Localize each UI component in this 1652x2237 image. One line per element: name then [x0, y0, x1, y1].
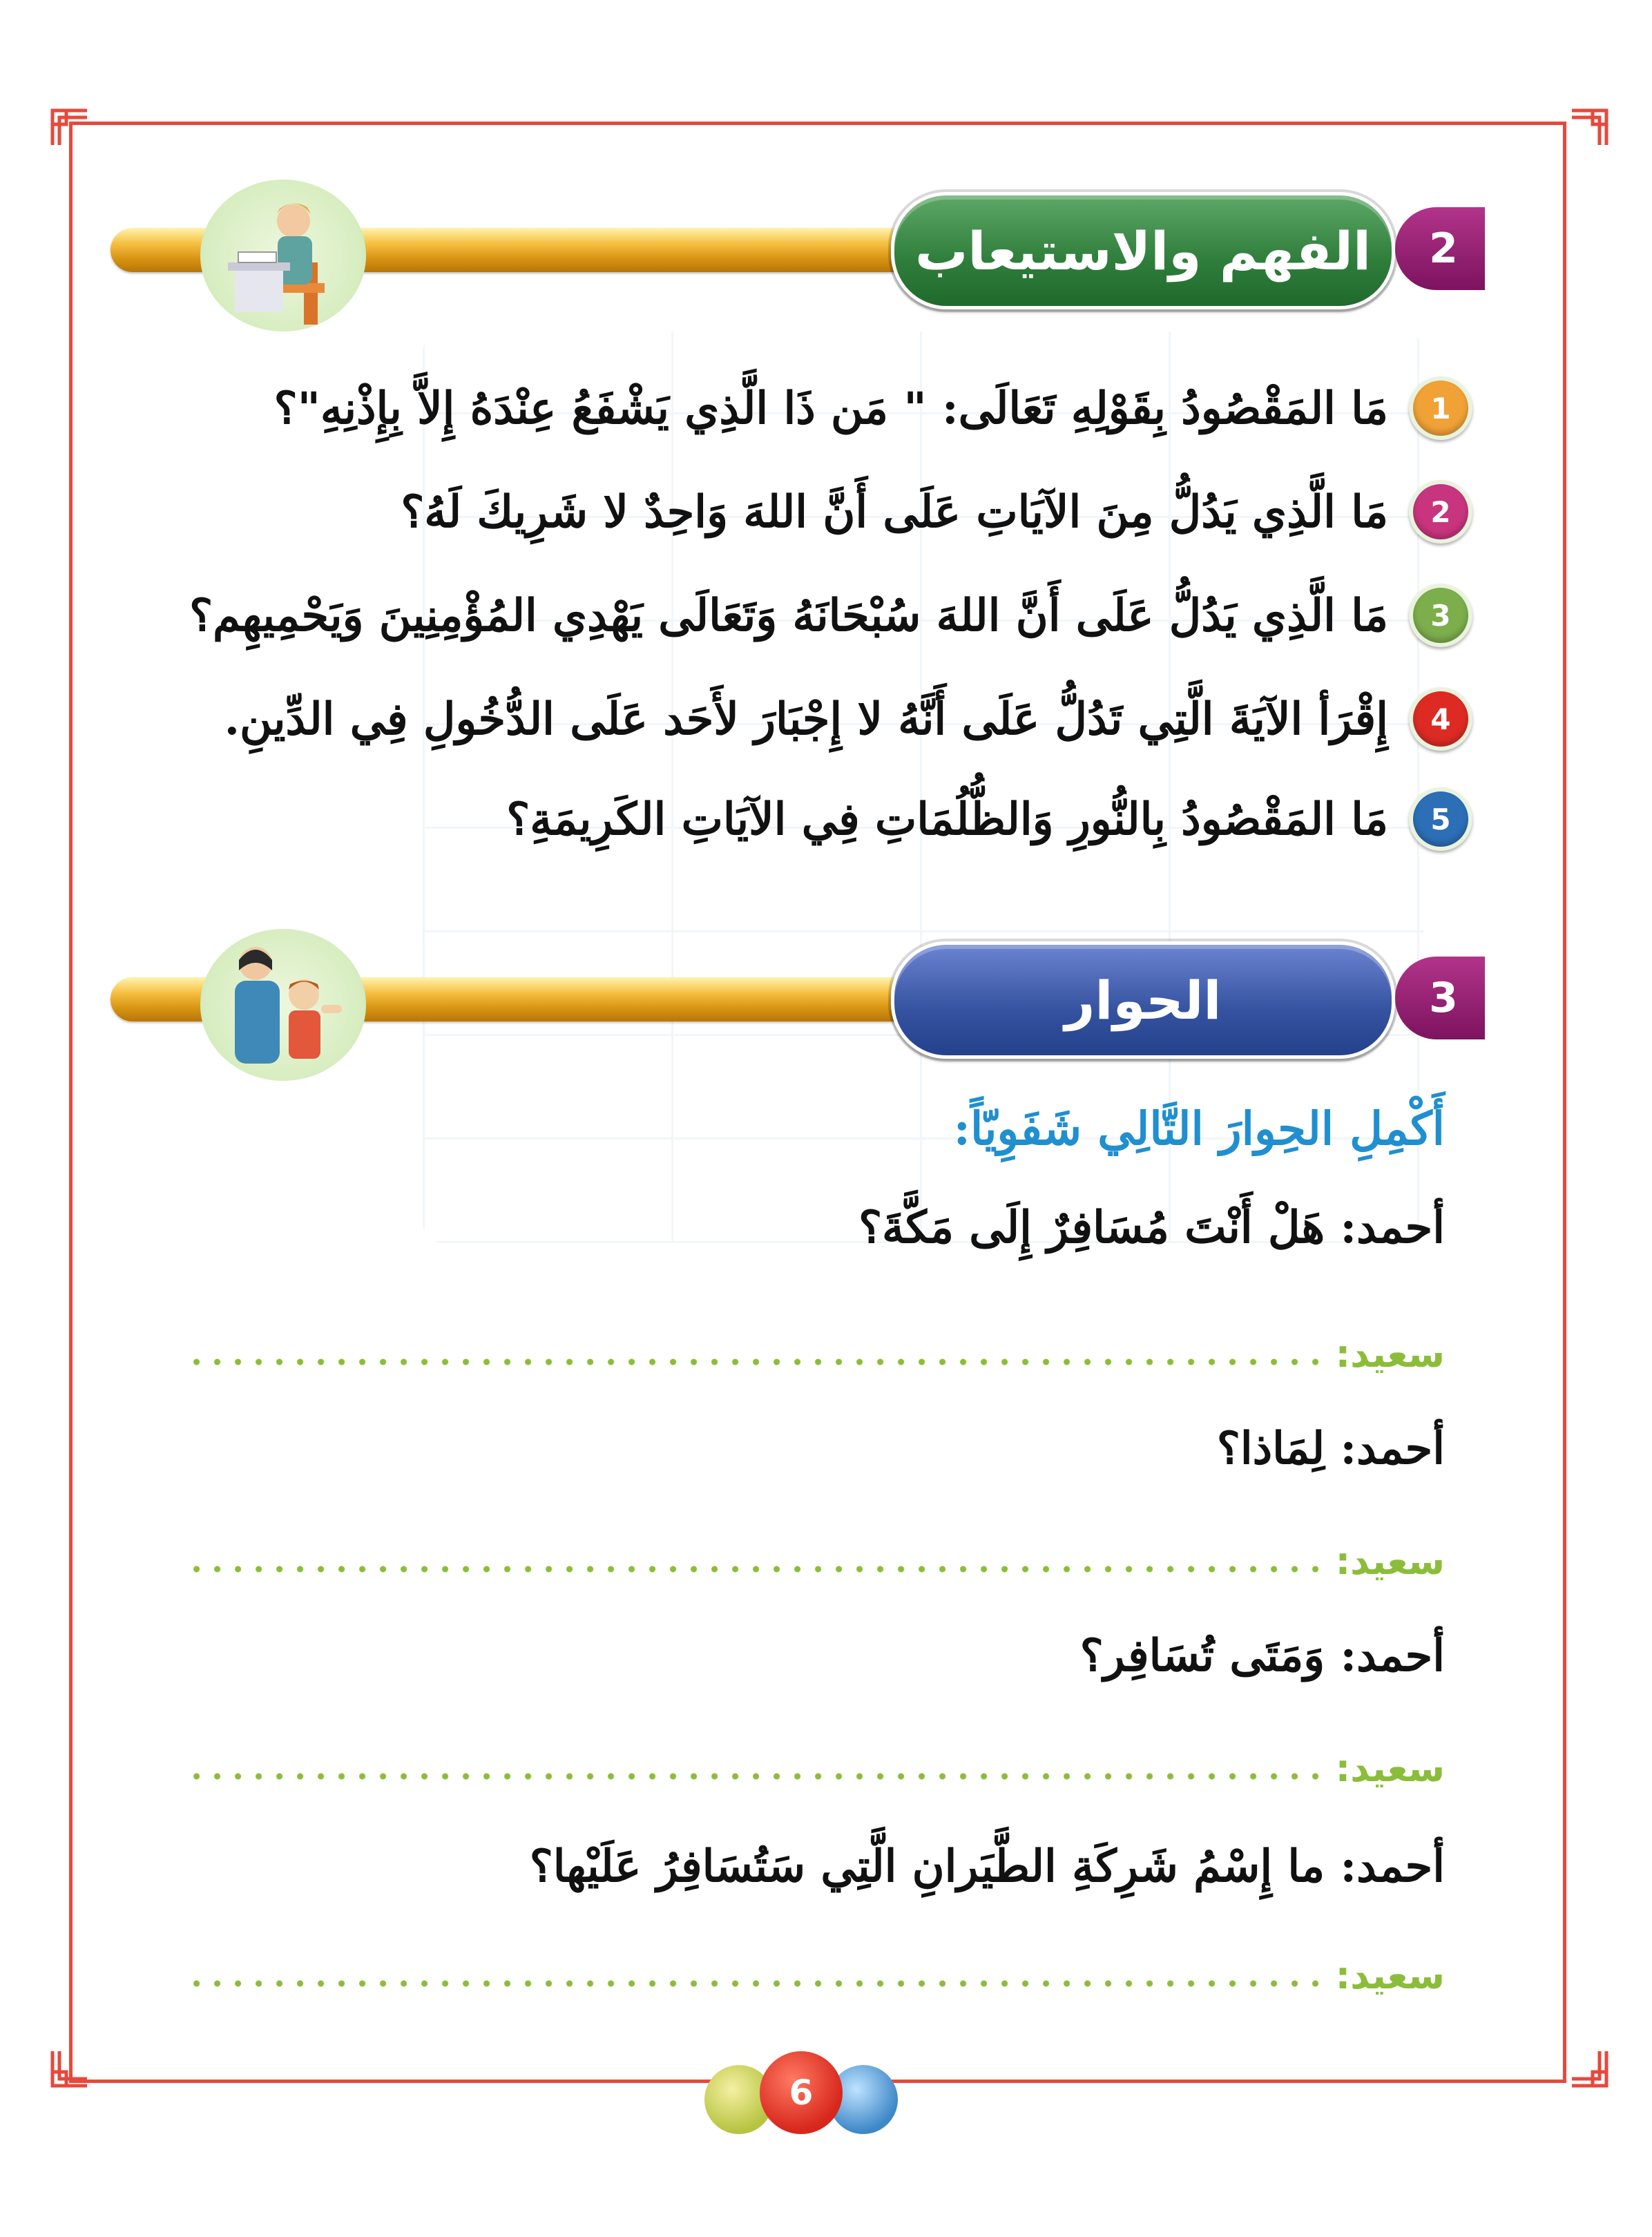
section-3-header [111, 936, 1485, 1060]
dotted-answer-line [188, 1566, 1326, 1573]
question-number-badge: 3 [1409, 584, 1472, 647]
ahmad-line-2: أحمد: لِمَاذا؟ [1216, 1423, 1445, 1475]
section-3-title: الحوار [1064, 969, 1222, 1031]
saeed-label: سعيد: [1335, 1746, 1445, 1790]
question-1 [160, 376, 1472, 440]
saeed-answer-line-3[interactable] [188, 1744, 1445, 1792]
mother-and-child-illustration [200, 929, 366, 1081]
section-2-number-tab [1395, 207, 1485, 290]
page-number-badge [698, 2051, 905, 2127]
dotted-answer-line [188, 1980, 1326, 1987]
question-number-badge: 2 [1409, 480, 1472, 544]
section-2-number: 2 [1429, 224, 1458, 273]
saeed-answer-line-1[interactable] [188, 1329, 1445, 1378]
question-text: مَا المَقْصُودُ بِالنُّورِ وَالظُّلُمَاتِ فِي الآيَاتِ الكَرِيمَةِ؟ [506, 793, 1388, 845]
section-3-title-pill [891, 941, 1395, 1059]
dialogue-instruction: أَكْمِلِ الحِوارَ التَّالِي شَفَوِيّاً: [953, 1102, 1445, 1155]
question-5 [160, 787, 1472, 851]
saeed-label: سعيد: [1335, 1539, 1445, 1583]
question-number-badge: 4 [1409, 687, 1472, 751]
question-text: مَا المَقْصُودُ بِقَوْلِهِ تَعَالَى: " مَن ذَا الَّذِي يَشْفَعُ عِنْدَهُ إِلاَّ بِإِذْنِهِ"؟ [273, 382, 1388, 434]
question-text: مَا الَّذِي يَدُلُّ عَلَى أَنَّ اللهَ سُبْحَانَهُ وَتَعَالَى يَهْدِي المُؤْمِنِينَ وَيَحْمِيهِم؟ [189, 589, 1388, 642]
saeed-answer-line-4[interactable] [188, 1951, 1445, 1999]
question-number-badge: 5 [1409, 787, 1472, 851]
dotted-answer-line [188, 1773, 1326, 1780]
section-2-header [111, 186, 1485, 311]
ahmad-line-3: أحمد: وَمَتَى تُسَافِر؟ [1079, 1630, 1445, 1682]
corner-ornament-bottom-right [1565, 2044, 1613, 2093]
saeed-label: سعيد: [1335, 1953, 1445, 1997]
question-text: إِقْرَأ الآيَةَ الَّتِي تَدُلُّ عَلَى أَنَّهُ لا إِجْبَارَ لأَحَد عَلَى الدُّخُولِ فِي الدِّينِ. [224, 693, 1388, 745]
corner-ornament-top-right [1565, 104, 1613, 152]
ahmad-line-4: أحمد: ما إِسْمُ شَرِكَةِ الطَّيَرانِ الَّتِي سَتُسَافِرُ عَلَيْها؟ [529, 1841, 1445, 1892]
corner-ornament-top-left [46, 104, 94, 152]
student-at-desk-illustration [200, 180, 366, 332]
question-2 [160, 480, 1472, 544]
corner-ornament-bottom-left [46, 2044, 94, 2093]
saeed-label: سعيد: [1335, 1332, 1445, 1376]
question-4 [160, 687, 1472, 751]
section-2-title: الفهم والاستيعاب [915, 220, 1371, 282]
section-2-title-pill [891, 192, 1395, 309]
section-3-number: 3 [1429, 974, 1458, 1022]
ahmad-line-1: أحمد: هَلْ أَنْتَ مُسَافِرٌ إِلَى مَكَّةَ؟ [858, 1202, 1445, 1254]
section-3-number-tab [1395, 957, 1485, 1039]
saeed-answer-line-2[interactable] [188, 1537, 1445, 1585]
question-3 [160, 584, 1472, 647]
question-text: مَا الَّذِي يَدُلُّ مِنَ الآيَاتِ عَلَى أَنَّ اللهَ وَاحِدٌ لا شَرِيكَ لَهُ؟ [401, 486, 1388, 538]
dotted-answer-line [188, 1358, 1326, 1365]
question-number-badge: 1 [1409, 376, 1472, 440]
page-number: 6 [760, 2051, 843, 2134]
